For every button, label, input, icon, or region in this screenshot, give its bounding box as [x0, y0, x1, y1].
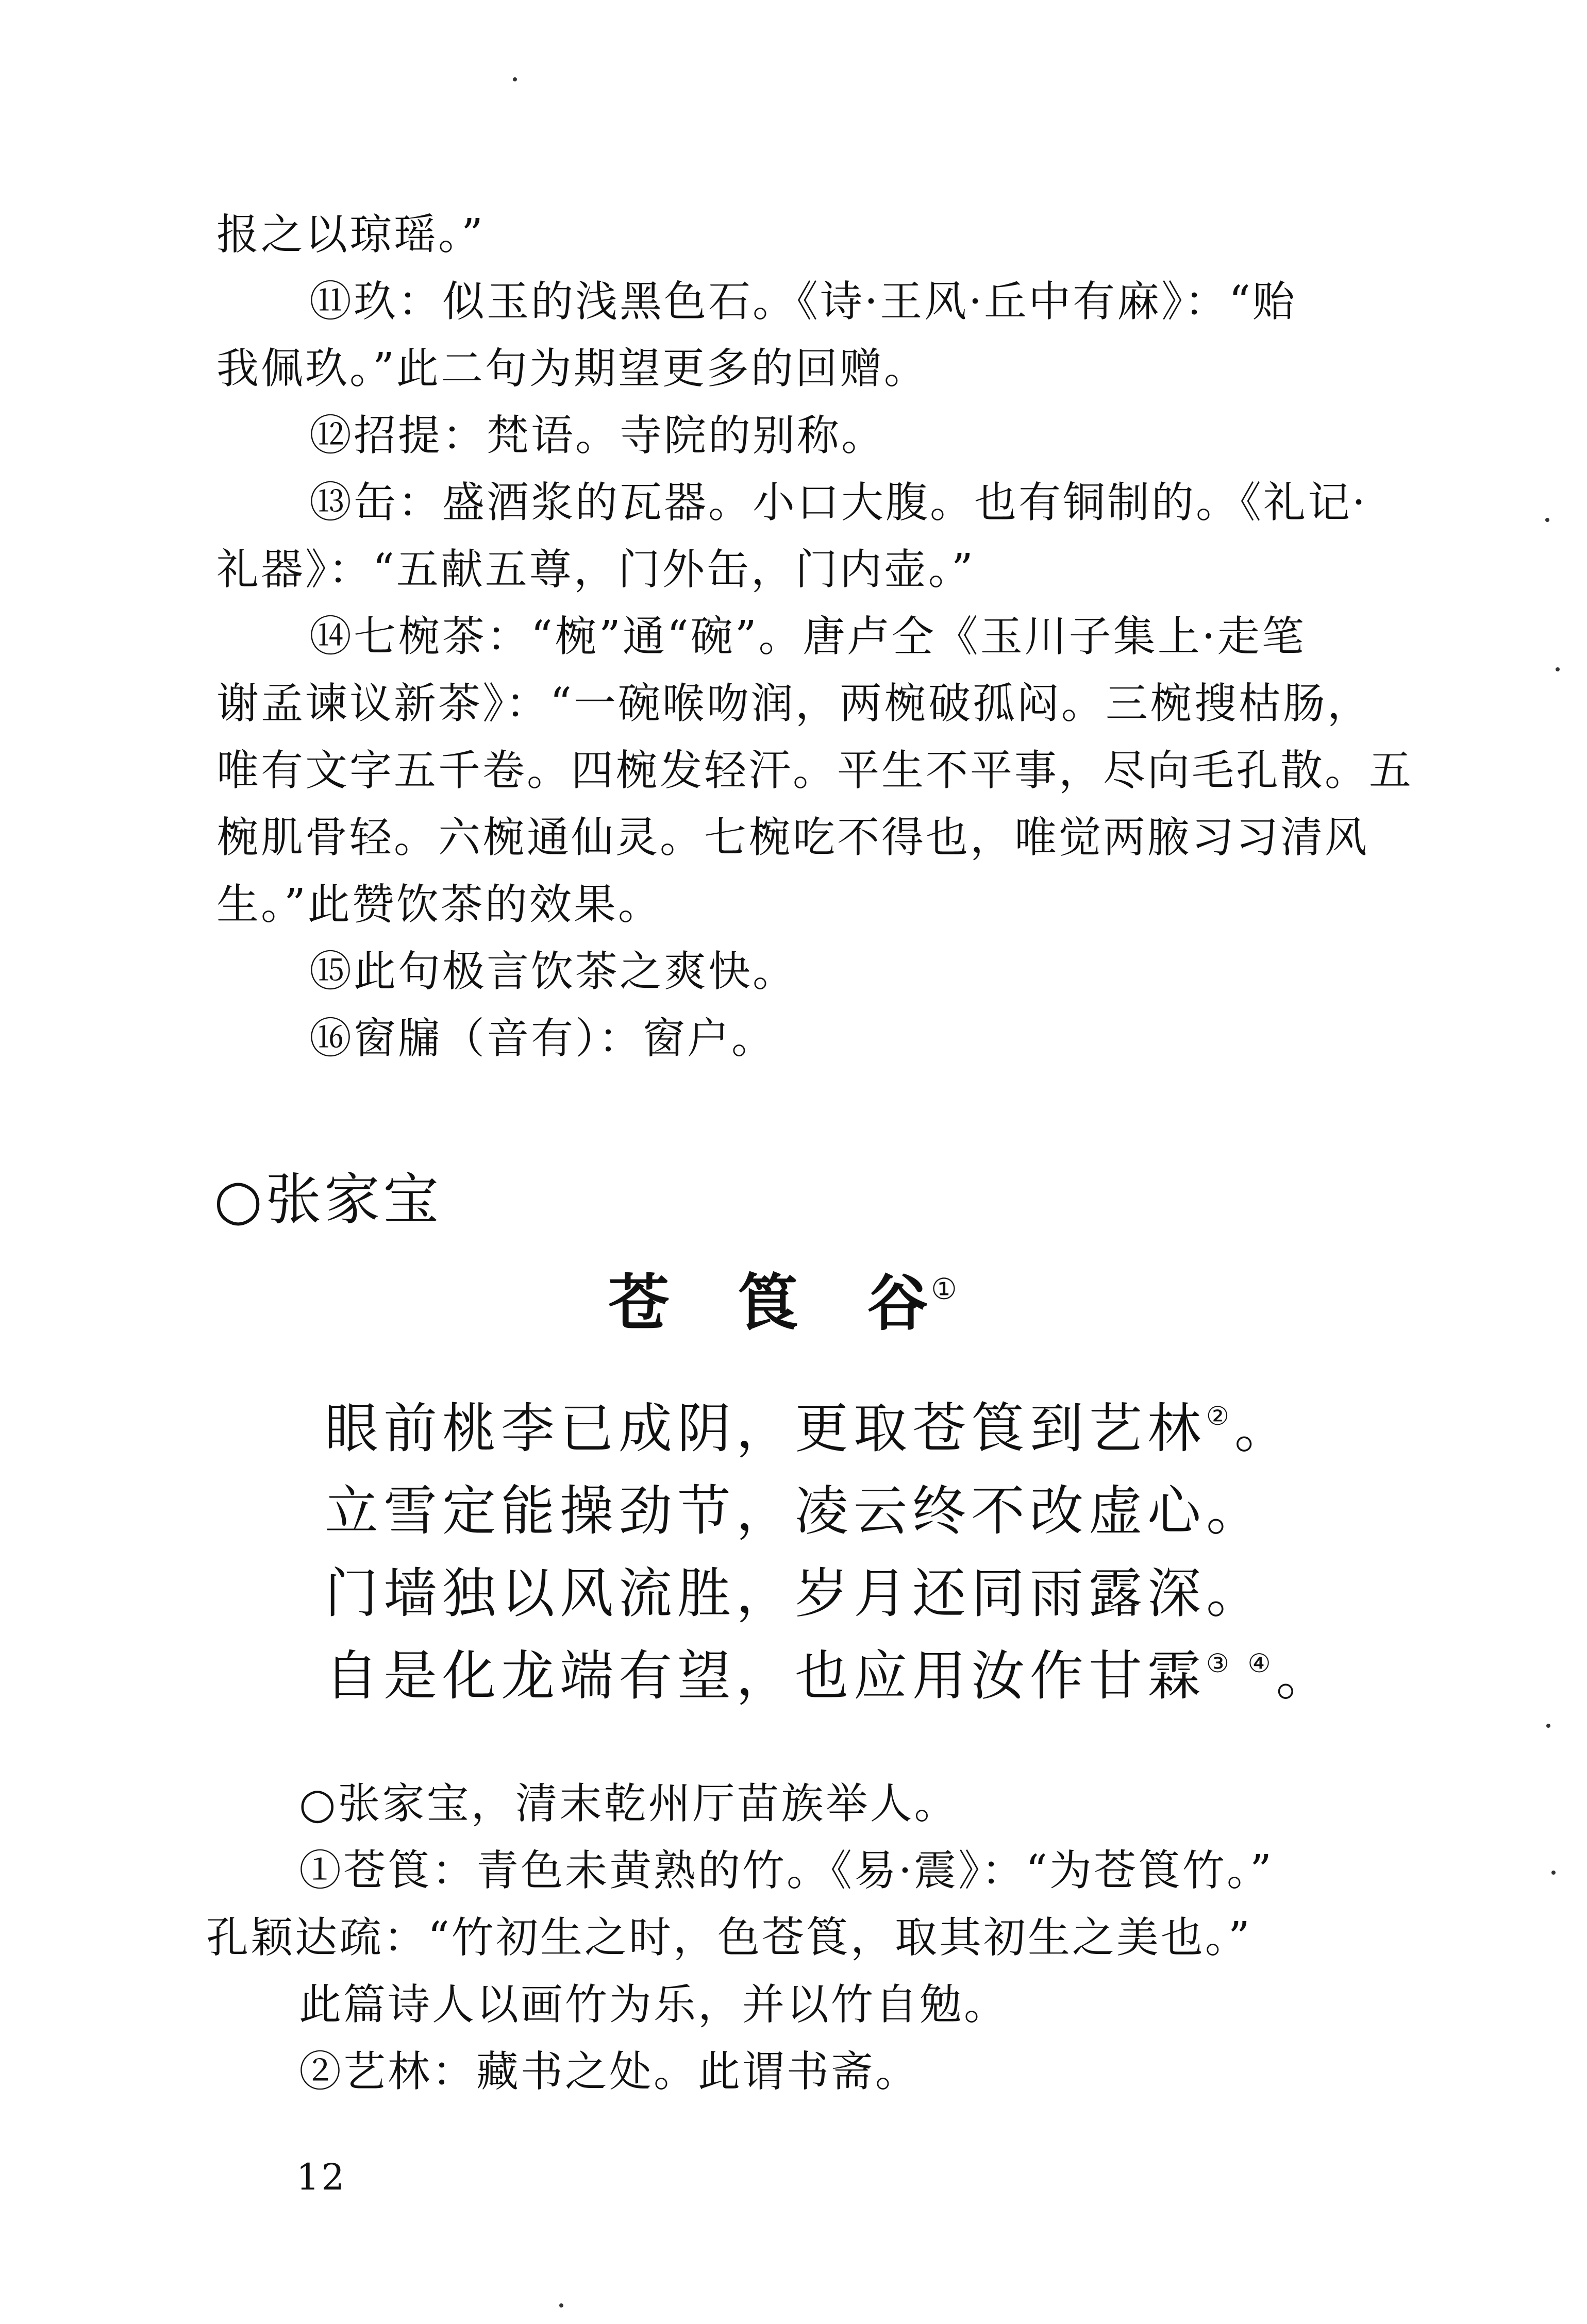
author-heading: ○张家宝: [214, 1168, 442, 1232]
footnote-marker: ③ ④: [1206, 1648, 1276, 1678]
poem-title: [608, 1267, 960, 1339]
scan-speck: [1545, 518, 1549, 522]
note-line: 椀肌骨轻。六椀通仙灵。七椀吃不得也，唯觉两腋习习清风: [216, 813, 1369, 862]
poem-title-text: 苍 筤 谷: [608, 1267, 931, 1339]
poem-line-end: 。: [1234, 1397, 1293, 1460]
note-line: ②艺林：藏书之处。此谓书斋。: [299, 2047, 920, 2096]
note-line: ⑫招提：梵语。寺院的别称。: [309, 411, 886, 460]
note-line: ○张家宝，清末乾州厅苗族举人。: [299, 1779, 959, 1828]
note-line: 礼器》：“五献五尊，门外缶，门内壶。”: [216, 545, 975, 594]
poem-line-text: 门墙独以风流胜，岁月还同雨露深。: [325, 1562, 1265, 1625]
scan-speck: [1551, 1871, 1556, 1875]
scan-speck: [1556, 667, 1560, 671]
note-line: 唯有文字五千卷。四椀发轻汗。平生不平事，尽向毛孔散。五: [216, 746, 1414, 795]
note-line: 谢孟谏议新茶》：“一碗喉吻润，两椀破孤闷。三椀搜枯肠，: [216, 679, 1372, 728]
footnote-marker: ②: [1206, 1401, 1234, 1431]
note-line: ⑪玖：似玉的浅黑色石。《诗·王风·丘中有麻》：“贻: [309, 277, 1297, 326]
scan-speck: [1546, 1724, 1550, 1728]
poem-line: [325, 1397, 1293, 1460]
scan-speck: [513, 77, 517, 81]
note-line: ⑮此句极言饮茶之爽快。: [309, 947, 797, 996]
poem-line-text: 立雪定能操劲节，凌云终不改虚心。: [325, 1479, 1265, 1542]
poem-line: [325, 1562, 1265, 1625]
note-line: 此篇诗人以画竹为乐，并以竹自勉。: [299, 1980, 1009, 2029]
note-line: 我佩玖。”此二句为期望更多的回赠。: [216, 344, 928, 393]
poem-line-text: 眼前桃李已成阴，更取苍筤到艺林: [325, 1397, 1207, 1460]
note-line: ⑯窗牖（音有）：窗户。: [309, 1014, 776, 1063]
poem-line: [325, 1644, 1335, 1707]
page-number: 12: [296, 2156, 347, 2198]
poem-line-text: 自是化龙端有望，也应用汝作甘霖: [325, 1644, 1207, 1707]
poem-line-end: 。: [1276, 1644, 1335, 1707]
note-line: 报之以琼瑶。”: [216, 210, 485, 259]
note-line: ①苍筤：青色未黄熟的竹。《易·震》：“为苍筤竹。”: [299, 1846, 1274, 1895]
footnote-marker: ①: [931, 1272, 960, 1306]
note-line: 生。”此赞饮茶的效果。: [216, 880, 662, 929]
note-line: ⑬缶：盛酒浆的瓦器。小口大腹。也有铜制的。《礼记·: [309, 478, 1368, 527]
note-line: ⑭七椀茶：“椀”通“碗”。唐卢仝《玉川子集上·走笔: [309, 612, 1306, 661]
poem-line: [325, 1479, 1265, 1542]
scan-speck: [559, 2303, 563, 2308]
note-line: 孔颖达疏：“竹初生之时，色苍筤，取其初生之美也。”: [206, 1913, 1252, 1962]
